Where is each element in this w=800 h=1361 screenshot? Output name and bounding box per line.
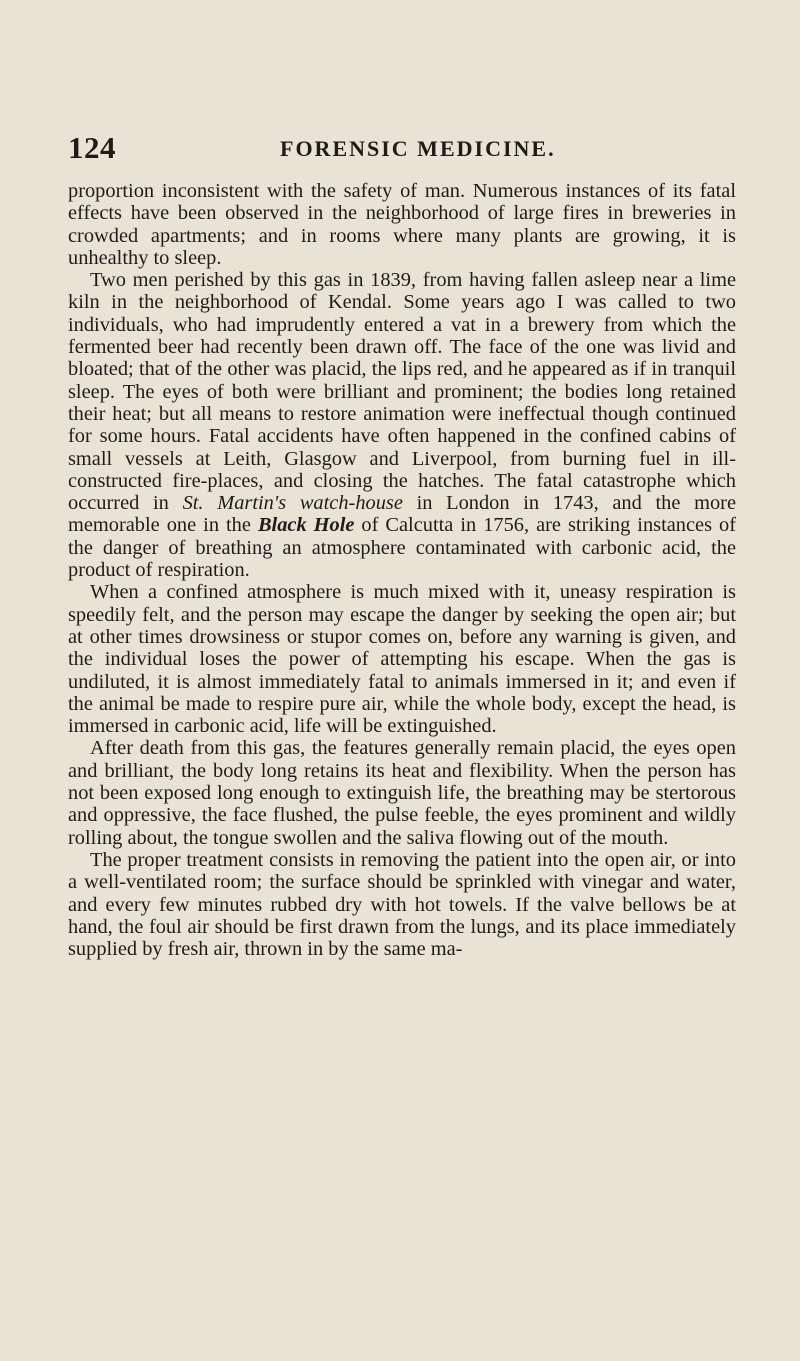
paragraph-2-mid: in London in 1743, and the more memorable one in the [68,492,736,537]
paragraph-2 [68,269,736,581]
body-text [68,180,736,960]
running-head [68,130,728,166]
paragraph-1-text: proportion inconsistent with the safety of man. Numerous instances of its fatal effects have been observed in the neighborhood of large fires in breweries in crowded apartments; and in rooms where many plants are growing, it is unhealthy to sleep. [68,180,736,269]
paragraph-2-end: of Calcutta in 1756, are striking instances of the danger of breathing an atmosphere contaminated with carbonic acid, the product of respiration. [68,514,737,582]
st-martins-watch-house-italic: St. Martin's watch-house [182,492,403,515]
paragraph-1 [68,180,736,269]
paragraph-3-text: When a confined atmosphere is much mixed with it, uneasy respiration is speedily felt, and the person may escape the danger by seeking the open air; but at other times drowsiness or stupor comes on, before any warning is given, and the individual loses the power of attempting his escape. When the gas is undiluted, it is almost immediately fatal to animals immersed in it; and even if the animal be made to respire pure air, while the whole body, except the head, is immersed in carbonic acid, life will be extinguished. [68,581,736,738]
page-number: 124 [68,130,116,165]
running-title: FORENSIC MEDICINE. [280,136,556,161]
paragraph-2-text: Two men perished by this gas in 1839, from having fallen asleep near a lime kiln in the neighborhood of Kendal. Some years ago I was called to two individuals, who had imprudently entered a vat in a brewery from which the fermented beer had recently been drawn off. The face of the one was livid and bloated; that of the other was placid, the lips red, and he appeared as if in tranquil sleep. The eyes of both were brilliant and prominent; the bodies long retained their heat; but all means to restore animation were ineffectual though continued for some hours. Fatal accidents have often happened in the confined cabins of small vessels at Leith, Glasgow and Liverpool, from burning fuel in ill-constructed fire-places, and closing the hatches. The fatal catastrophe which occurred in [68,269,736,515]
paragraph-4-text: After death from this gas, the features generally remain placid, the eyes open and brilliant, the body long retains its heat and flexibility. When the person has not been exposed long enough to extinguish life, the breathing may be stertorous and oppressive, the face flushed, the pulse feeble, the eyes prominent and wildly rolling about, the tongue swollen and the saliva flowing out of the mouth. [68,737,736,849]
paragraph-5 [68,849,736,960]
paragraph-4 [68,737,736,848]
paragraph-3 [68,581,736,737]
paragraph-5-text: The proper treatment consists in removing the patient into the open air, or into a well-ventilated room; the surface should be sprinkled with vinegar and water, and every few minutes rubbed dry with hot towels. If the valve bellows be at hand, the foul air should be first drawn from the lungs, and its place immediately supplied by fresh air, thrown in by the same ma- [68,848,736,961]
black-hole-italic: Black Hole [257,514,355,537]
